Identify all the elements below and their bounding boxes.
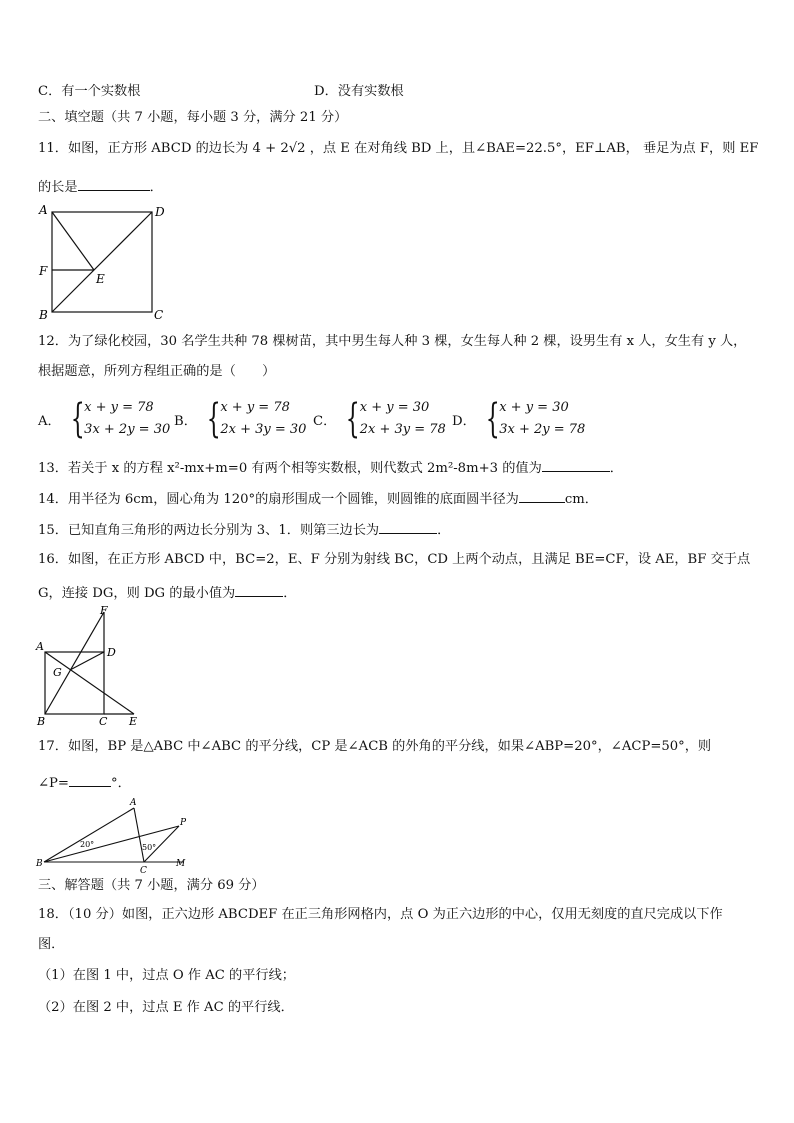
q12-options [38,396,758,442]
q16-label-d: D [107,646,116,659]
q11-text-line1: 11．如图，正方形 ABCD 的边长为 4 + 2√2 ，点 E 在对角线 BD 上，且∠BAE=22.5°，EF⊥AB， 垂足为点 F，则 EF [38,141,759,156]
equation-1: x + y = 30 [359,400,430,415]
q11-text-line2 [38,176,163,198]
option-letter: C． [313,413,337,429]
equation-2: 3x + 2y = 78 [499,422,586,437]
q18-text-line2: 图． [38,937,65,952]
equation-system [220,397,306,441]
q11-diagonal-bd [52,212,152,312]
q16-text-line1: 16．如图，在正方形 ABCD 中，BC=2，E、F 分别为射线 BC，CD 上两个动点，且满足 BE=CF，设 AE，BF 交于点 [38,552,751,567]
q17-text-line1: 17．如图，BP 是△ABC 中∠ABC 的平分线，CP 是∠ACB 的外角的平分线，如果∠ABP=20°，∠ACP=50°，则 [38,739,712,754]
equation-1: x + y = 78 [220,400,290,415]
q15-prompt: 15．已知直角三角形的两边长分别为 3、1．则第三边长为 [38,523,380,538]
q17-label-p: P [180,818,187,828]
q17-tail: °． [110,776,131,791]
q18-part1: （1）在图 1 中，过点 O 作 AC 的平行线； [38,968,295,983]
brace-icon: { [346,396,361,442]
q17-side-ba [44,808,134,862]
q17-side-ac [134,808,144,862]
q10-option-d: D．没有实数根 [314,84,404,99]
q16-tail: ． [283,586,297,601]
q12-option-b[interactable] [174,396,306,442]
equation-1: x + y = 78 [84,400,154,415]
q10-option-c: C．有一个实数根 [38,84,141,99]
q11-label-e: E [96,272,105,286]
equation-2: 3x + 2y = 30 [84,422,171,437]
q15-answer-blank[interactable] [379,519,437,534]
q14-tail: cm． [564,492,598,507]
brace-icon: { [206,396,221,442]
equation-1: x + y = 30 [499,400,569,415]
q16-label-b: B [37,715,46,728]
q11-prompt: 的长是 [38,180,78,195]
q16-square-abcd [45,652,104,714]
q12-option-c[interactable] [313,396,446,442]
q16-segment-bf [45,612,104,714]
q17-label-m: M [176,859,186,869]
q12-text-line1: 12．为了绿化校园，30 名学生共种 78 棵树苗，其中男生每人种 3 棵，女生每人种 2 棵，设男生有 x 人，女生有 y 人， [38,334,747,349]
q16-answer-blank[interactable] [235,582,283,597]
q13-text [38,457,623,479]
q17-label-a: A [130,798,137,808]
q12-option-a[interactable] [38,396,170,442]
q14-text [38,488,598,510]
q17-label-b: B [36,859,43,869]
q15-text [38,519,450,541]
q11-tail: ． [149,180,163,195]
q16-square-figure [34,604,144,728]
equation-system [360,397,446,441]
q17-bisector-bp [44,826,179,862]
q16-label-f: F [100,604,108,617]
equation-2: 2x + 3y = 30 [220,422,307,437]
brace-icon: { [70,396,85,442]
q11-answer-blank[interactable] [78,176,150,191]
q17-angle-50-label: 50° [142,843,157,852]
q12-option-d[interactable] [452,396,585,442]
q17-text-line2 [38,772,131,794]
equation-system [499,397,585,441]
q11-square-figure [30,200,180,322]
brace-icon: { [485,396,500,442]
q17-prompt: ∠P= [38,776,69,791]
q13-prompt: 13．若关于 x 的方程 x²-mx+m=0 有两个相等实数根，则代数式 2m²-8m+3 的值为 [38,461,542,476]
q17-answer-blank[interactable] [69,772,111,787]
q17-angle-20-label: 20° [80,840,95,849]
q11-label-d: D [155,205,165,219]
q17-label-c: C [140,866,147,874]
section-heading-solutions: 三、解答题（共 7 小题，满分 69 分） [38,878,265,893]
q18-text-line1: 18．（10 分）如图，正六边形 ABCDEF 在正三角形网格内，点 O 为正六边形的中心，仅用无刻度的直尺完成以下作 [38,907,723,922]
q17-triangle-figure [34,794,194,874]
q11-label-a: A [39,203,48,217]
equation-2: 2x + 3y = 78 [359,422,446,437]
q16-segment-ae [45,652,134,714]
q11-label-b: B [39,308,48,322]
q11-segment-ae [52,212,94,270]
equation-system [84,397,170,441]
q14-answer-blank[interactable] [519,488,565,503]
q16-label-a: A [36,640,44,653]
option-letter: A． [38,413,61,429]
q16-text-line2 [38,582,296,604]
q14-prompt: 14．用半径为 6cm，圆心角为 120°的扇形围成一个圆锥，则圆锥的底面圆半径为 [38,492,519,507]
q16-label-c: C [99,715,108,728]
q11-label-f: F [39,264,48,278]
q16-label-e: E [129,715,138,728]
section-heading-fill-in: 二、填空题（共 7 小题，每小题 3 分，满分 21 分） [38,110,348,125]
q18-part2: （2）在图 2 中，过点 E 作 AC 的平行线． [38,1000,294,1015]
q13-answer-blank[interactable] [542,457,610,472]
q13-tail: ． [609,461,623,476]
q16-label-g: G [53,666,62,679]
q11-label-c: C [154,308,164,322]
q15-tail: ． [437,523,451,538]
q16-prompt: G，连接 DG，则 DG 的最小值为 [38,586,236,601]
option-letter: B． [174,413,197,429]
option-letter: D． [452,413,476,429]
q12-text-line2: 根据题意，所列方程组正确的是（ ） [38,364,276,379]
